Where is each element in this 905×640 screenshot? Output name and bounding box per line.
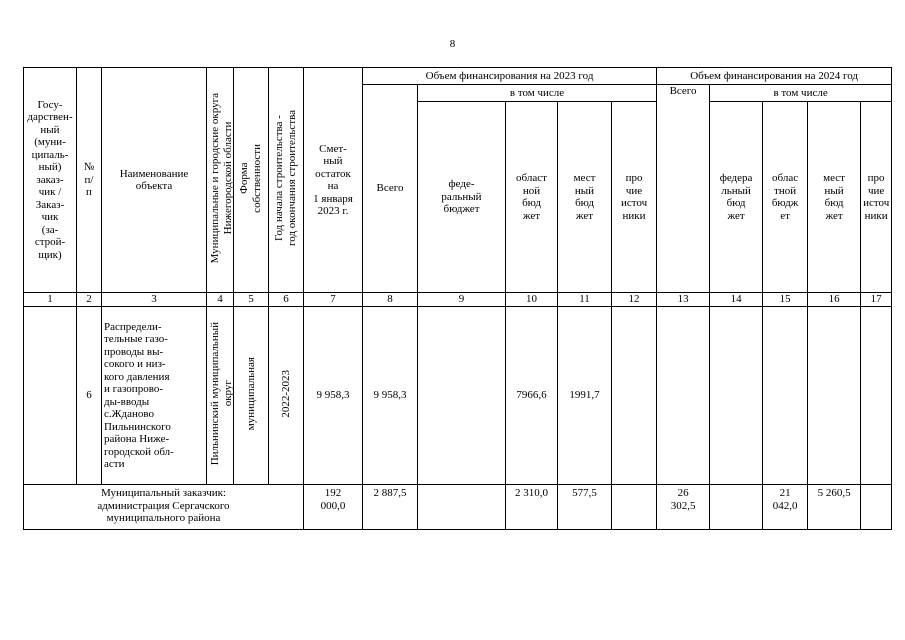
header-including-2023: в том числе (418, 85, 657, 102)
row-fed-2023 (418, 307, 506, 485)
row-total-2024 (657, 307, 710, 485)
column-number: 14 (710, 293, 763, 307)
column-number: 4 (207, 293, 234, 307)
page-number: 8 (449, 38, 456, 50)
header-num: № п/ п (77, 68, 102, 293)
header-reg-2023: област ной бюд жет (506, 102, 558, 293)
row-reg-2023: 7966,6 (506, 307, 558, 485)
header-districts (207, 68, 234, 293)
column-numbers-row (24, 293, 892, 307)
row-district: Пильнинский муниципальный округ (209, 322, 234, 466)
column-number: 9 (418, 293, 506, 307)
header-row-1 (24, 68, 892, 85)
header-ownership-text: Форма собственности (238, 143, 263, 213)
column-number: 10 (506, 293, 558, 307)
row-estimate: 9 958,3 (304, 307, 363, 485)
row-loc-2023: 1991,7 (558, 307, 612, 485)
header-ownership (234, 68, 269, 293)
column-number: 2 (77, 293, 102, 307)
row-name: Распредели- тельные газо- проводы вы- сокого и низ- кого давления и газопрово- ды-вводы с.Жданово Пильнинского района Ниже- городской обл- асти (102, 307, 207, 485)
column-number: 3 (102, 293, 207, 307)
column-number: 6 (269, 293, 304, 307)
summary-loc-2024: 5 260,5 (808, 485, 861, 530)
header-reg-2024: облас тной бюдж ет (763, 102, 808, 293)
column-number: 13 (657, 293, 710, 307)
column-number: 15 (763, 293, 808, 307)
column-number: 5 (234, 293, 269, 307)
column-number: 12 (612, 293, 657, 307)
row-years-cell (269, 307, 304, 485)
summary-reg-2023: 2 310,0 (506, 485, 558, 530)
row-ownership-cell (234, 307, 269, 485)
header-oth-2023: про чие источ ники (612, 102, 657, 293)
header-loc-2024: мест ный бюд жет (808, 102, 861, 293)
column-number: 17 (861, 293, 892, 307)
row-oth-2023 (612, 307, 657, 485)
summary-estimate: 192 000,0 (304, 485, 363, 530)
summary-fed-2023 (418, 485, 506, 530)
header-years-text: Год начала строительства - год окончания строительства (273, 110, 298, 247)
header-customer: Госу- дарствен- ный (муни- ципаль- ный) заказ- чик / Заказ- чик (за- строй- щик) (24, 68, 77, 293)
summary-total-2023: 2 887,5 (363, 485, 418, 530)
row-district-cell (207, 307, 234, 485)
row-num: 6 (77, 307, 102, 485)
row-loc-2024 (808, 307, 861, 485)
header-estimate: Смет- ный остаток на 1 января 2023 г. (304, 68, 363, 293)
financing-table (23, 67, 892, 530)
header-including-2024: в том числе (710, 85, 892, 102)
summary-oth-2023 (612, 485, 657, 530)
header-funding-2024: Объем финансирования на 2024 год (657, 68, 892, 85)
row-total-2023: 9 958,3 (363, 307, 418, 485)
column-number: 16 (808, 293, 861, 307)
table-row (24, 307, 892, 485)
row-ownership: муниципальная (244, 357, 257, 431)
summary-total-2024: 26 302,5 (657, 485, 710, 530)
header-total-2023: Всего (363, 85, 418, 293)
header-funding-2023: Объем финансирования на 2023 год (363, 68, 657, 85)
header-fed-2023: феде- ральный бюджет (418, 102, 506, 293)
header-oth-2024: про чие источ ники (861, 102, 892, 293)
summary-fed-2024 (710, 485, 763, 530)
header-loc-2023: мест ный бюд жет (558, 102, 612, 293)
summary-reg-2024: 21 042,0 (763, 485, 808, 530)
column-number: 11 (558, 293, 612, 307)
summary-oth-2024 (861, 485, 892, 530)
header-years (269, 68, 304, 293)
row-years: 2022-2023 (279, 369, 292, 418)
header-name: Наименование объекта (102, 68, 207, 293)
row-oth-2024 (861, 307, 892, 485)
header-total-2024: Всего (657, 85, 710, 293)
summary-row (24, 485, 892, 530)
header-districts-text: Муниципальные и городские округа Нижегородской области (209, 93, 234, 264)
row-customer-cell (24, 307, 77, 485)
summary-label: Муниципальный заказчик: администрация Сергачского муниципального района (24, 485, 304, 530)
header-fed-2024: федера льный бюд жет (710, 102, 763, 293)
column-number: 8 (363, 293, 418, 307)
column-number: 1 (24, 293, 77, 307)
row-fed-2024 (710, 307, 763, 485)
column-number: 7 (304, 293, 363, 307)
row-reg-2024 (763, 307, 808, 485)
summary-loc-2023: 577,5 (558, 485, 612, 530)
